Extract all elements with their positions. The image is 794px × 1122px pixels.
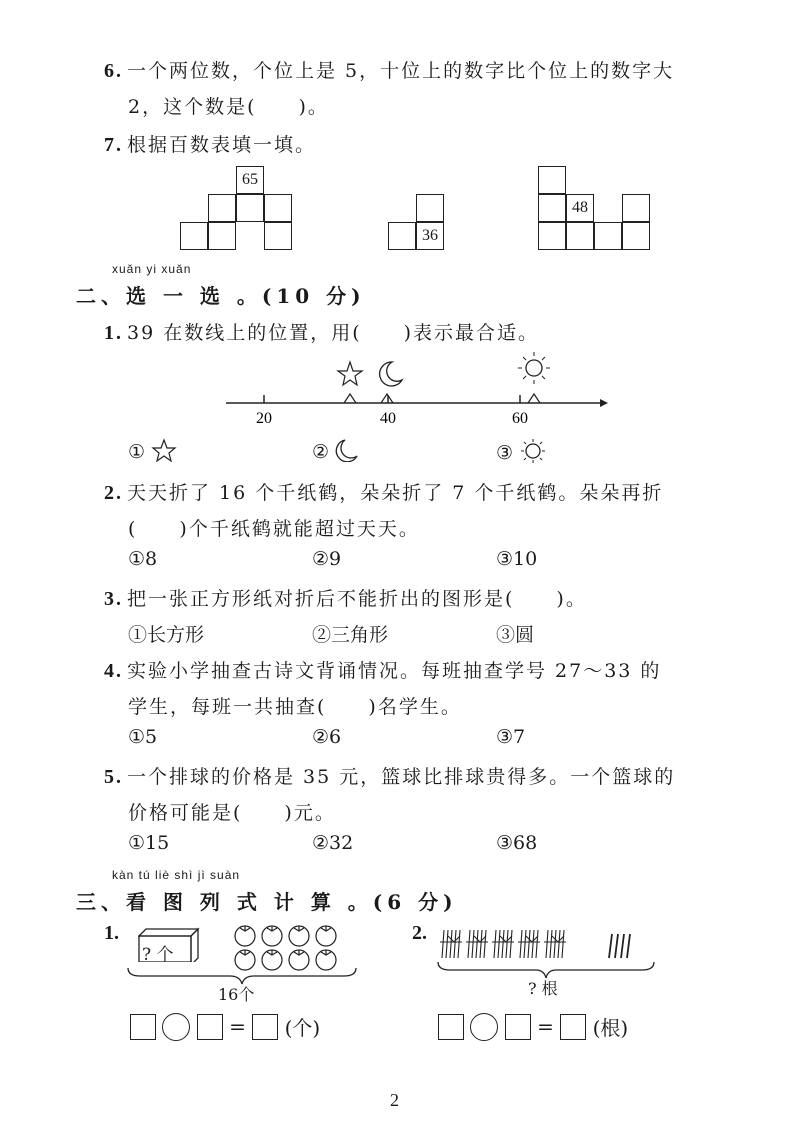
operator-circle[interactable] [470,1013,498,1041]
sun-icon [519,438,547,464]
number-line [220,350,610,428]
tick-label-40: 40 [380,410,396,427]
s2q2-option-1[interactable]: ①8 [128,548,158,570]
q7-line: 7. 根据百数表填一填。 [104,134,317,156]
marker-sun-position [528,394,540,403]
grid2-cell-value: 36 [416,222,444,250]
s2q2-line1: 2. 天天折了 16 个千纸鹤，朵朵折了 7 个千纸鹤。朵朵再折 [104,482,664,504]
grid1-cell[interactable] [180,222,208,250]
s2q4-option-1[interactable]: ①5 [128,726,158,748]
answer-box[interactable] [505,1014,531,1040]
s2q2-line2: ( )个千纸鹤就能超过天天。 [128,518,420,540]
s2q4-line2: 学生，每班一共抽查( )名学生。 [128,696,462,718]
single-sticks-icon [609,934,630,958]
section2-title: 二、选 一 选 。(10 分) [76,284,366,308]
sticks-group [440,926,640,962]
moon-icon [380,362,402,386]
s3q2-total-label: ? 根 [528,979,558,998]
grid3-cell-value: 48 [566,194,594,222]
unit-label: (个) [284,1016,321,1040]
s2q1-option-2[interactable]: ② [312,438,361,463]
grid3-cell[interactable] [538,222,566,250]
s2q4-option-2[interactable]: ②6 [312,726,342,748]
s2q3-option-1[interactable]: ①长方形 [128,624,205,646]
stick-bundle-icon [440,930,462,958]
answer-box[interactable] [438,1014,464,1040]
grid3-cell[interactable] [622,194,650,222]
box-label: ? 个 [142,945,174,965]
section3-pinyin: kàn tú liè shì jì suàn [112,868,241,882]
s2q5-option-2[interactable]: ②32 [312,832,354,854]
s3q1-equation [130,1012,320,1041]
s2q5-option-1[interactable]: ①15 [128,832,170,854]
s2q1-option-3[interactable]: ③ [496,438,547,464]
section3-title: 三、看 图 列 式 计 算 。(6 分) [76,890,458,914]
q6-line1: 6. 一个两位数，个位上是 5，十位上的数字比个位上的数字大 [104,60,675,82]
grid3-cell[interactable] [594,222,622,250]
marker-moon-position [381,394,393,403]
tomato-icon [316,926,336,946]
s2q5-option-3[interactable]: ③68 [496,832,538,854]
answer-box[interactable] [197,1014,223,1040]
star-icon [151,438,177,462]
s2q2-option-3[interactable]: ③10 [496,548,538,570]
grid3-cell[interactable] [538,194,566,222]
s2q5-line2: 价格可能是( )元。 [128,802,336,824]
grid2-cell[interactable] [416,194,444,222]
s2q5-line1: 5. 一个排球的价格是 35 元，篮球比排球贵得多。一个篮球的 [104,766,676,788]
equals-sign: = [537,1014,554,1039]
s2q4-option-3[interactable]: ③7 [496,726,526,748]
grid1-cell-value: 65 [236,166,264,194]
operator-circle[interactable] [162,1013,190,1041]
answer-box[interactable] [130,1014,156,1040]
grid1-cell[interactable] [208,222,236,250]
grid1-cell[interactable] [236,194,264,222]
grid1-cell[interactable] [264,194,292,222]
star-icon [338,362,362,385]
grid3-cell[interactable] [566,222,594,250]
s3q1-number: 1. [104,922,119,944]
s2q4-line1: 4. 实验小学抽查古诗文背诵情况。每班抽查学号 27～33 的 [104,660,662,682]
tomato-icon [262,926,282,946]
s2q1-line: 1. 39 在数线上的位置，用( )表示最合适。 [104,322,540,344]
s2q2-option-2[interactable]: ②9 [312,548,342,570]
stick-bundle-icon [466,930,488,958]
s3q1-box-figure [138,932,196,966]
s2q3-line: 3. 把一张正方形纸对折后不能折出的图形是( )。 [104,588,587,610]
grid1-cell[interactable] [264,222,292,250]
s2q3-option-3[interactable]: ③圆 [496,624,535,646]
section2-pinyin: xuǎn yi xuǎn [112,262,192,276]
tick-label-20: 20 [256,410,272,427]
s3q1-total-label: 16个 [218,985,255,1004]
answer-box[interactable] [560,1014,586,1040]
grid3-cell[interactable] [622,222,650,250]
page-number: 2 [390,1090,399,1110]
grid1-cell[interactable] [208,194,236,222]
answer-box[interactable] [252,1014,278,1040]
q6-line2: 2，这个数是( )。 [128,96,329,118]
number-line-arrow [600,399,608,407]
s2q3-option-2[interactable]: ②三角形 [312,624,389,646]
s2q1-option-1[interactable]: ① [128,438,177,463]
grid3-cell[interactable] [538,166,566,194]
unit-label: (根) [592,1016,629,1040]
equals-sign: = [229,1014,246,1039]
s3q2-number: 2. [412,922,427,944]
s3q2-equation [438,1012,628,1041]
sun-icon [518,352,550,384]
grid2-cell[interactable] [388,222,416,250]
marker-star-position [344,394,356,403]
tick-label-60: 60 [512,410,528,427]
tomato-icon [289,926,309,946]
stick-bundle-icon [492,930,514,958]
stick-bundle-icon [518,930,540,958]
stick-bundle-icon [544,930,566,958]
moon-icon [335,438,361,462]
tomato-icon [235,926,255,946]
